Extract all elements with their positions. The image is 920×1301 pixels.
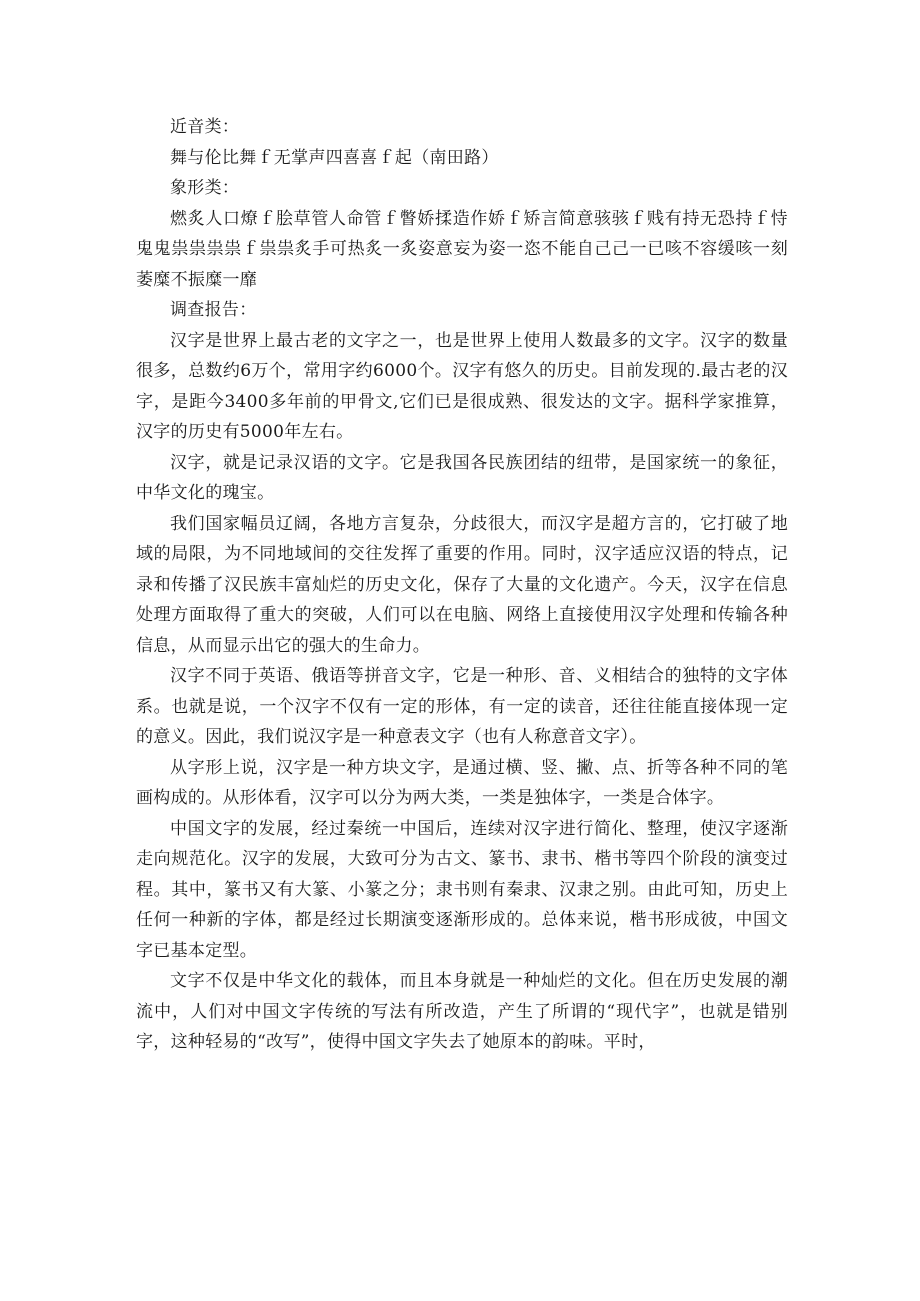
paragraph: 汉字，就是记录汉语的文字。它是我国各民族团结的纽带，是国家统一的象征，中华文化的瑰宝。 (136, 452, 788, 503)
paragraph: 汉字是世界上最古老的文字之一，也是世界上使用人数最多的文字。汉字的数量很多，总数约6万个，常用字约6000个。汉字有悠久的历史。目前发现的.最古老的汉字，是距今3400多年前的甲骨文,它们已是很成熟、很发达的文字。据科学家推算，汉字的历史有5000年左右。 (136, 330, 788, 442)
heading-near-sound: 近音类： (170, 117, 240, 137)
heading-survey-report: 调查报告： (170, 300, 257, 320)
near-sound-examples: 舞与伦比舞ｆ无掌声四喜喜ｆ起（南田路） (170, 147, 499, 168)
paragraph: 中国文字的发展，经过秦统一中国后，连续对汉字进行简化、整理，使汉字逐渐走向规范化。汉字的发展，大致可分为古文、篆书、隶书、楷书等四个阶段的演变过程。其中，篆书又有大篆、小篆之分；隶书则有秦隶、汉隶之别。由此可知，历史上任何一种新的字体，都是经过长期演变逐渐形成的。总体来说，楷书形成彼，中国文字已基本定型。 (136, 818, 788, 961)
heading-pictographic: 象形类： (170, 178, 240, 198)
document-body (136, 112, 788, 1058)
paragraph: 汉字不同于英语、俄语等拼音文字，它是一种形、音、义相结合的独特的文字体系。也就是说，一个汉字不仅有一定的形体，有一定的读音，还往往能直接体现一定的意义。因此，我们说汉字是一种意表文字（也有人称意音文字）。 (136, 666, 788, 747)
paragraph: 从字形上说，汉字是一种方块文字，是通过横、竖、撇、点、折等各种不同的笔画构成的。从形体看，汉字可以分为两大类，一类是独体字，一类是合体字。 (136, 757, 788, 808)
paragraph: 我们国家幅员辽阔，各地方言复杂，分歧很大，而汉字是超方言的，它打破了地域的局限，为不同地域间的交往发挥了重要的作用。同时，汉字适应汉语的特点，记录和传播了汉民族丰富灿烂的历史文化，保存了大量的文化遗产。今天，汉字在信息处理方面取得了重大的突破，人们可以在电脑、网络上直接使用汉字处理和传输各种信息，从而显示出它的强大的生命力。 (136, 513, 788, 656)
paragraph: 文字不仅是中华文化的载体，而且本身就是一种灿烂的文化。但在历史发展的潮流中，人们对中国文字传统的写法有所改造，产生了所谓的“现代字”，也就是错别字，这种轻易的“改写”，使得中国文字失去了她原本的韵味。平时， (136, 971, 788, 1052)
pictographic-examples: 燃炙人口燎ｆ脍草管人命管ｆ瞥娇揉造作娇ｆ矫言简意骇骇ｆ贱有持无恐持ｆ恃鬼鬼祟祟祟祟ｆ祟祟炙手可热炙一炙姿意妄为姿一恣不能自己己一已咳不容缓咳一刻萎糜不振糜一靡 (136, 208, 788, 290)
